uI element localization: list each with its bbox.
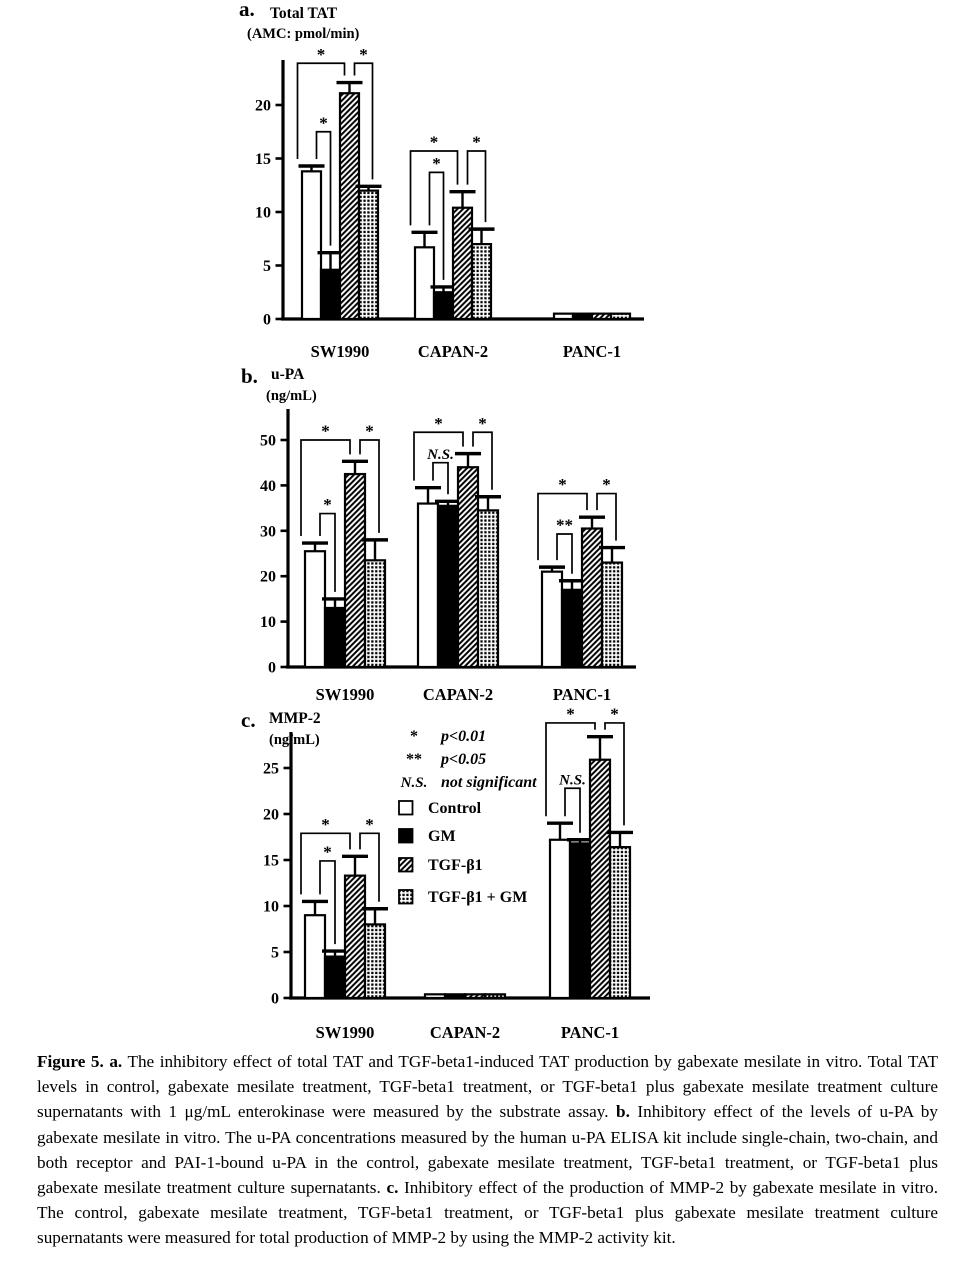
sig-label-b: *: [558, 475, 567, 495]
sig-label-b: **: [556, 515, 573, 535]
sig-label-c: *: [365, 814, 374, 834]
sig-label-c: *: [323, 842, 332, 862]
y-tick-label-a: 20: [255, 97, 271, 115]
bar-c-panc-1-tgf: [590, 760, 610, 998]
sig-bracket-b: [433, 463, 448, 495]
bar-c-panc-1-gm: [570, 843, 590, 998]
legend-label-tgf: TGF-β1: [428, 857, 483, 874]
y-tick-label-c: 15: [263, 852, 279, 870]
sig-label-a: *: [359, 44, 368, 64]
bar-b-sw1990-gm: [325, 608, 345, 667]
sig-label-b: *: [478, 413, 487, 433]
panel-label-b: b.: [241, 364, 258, 388]
sig-label-b: *: [323, 495, 332, 515]
bar-a-panc-1-gm: [573, 314, 592, 319]
sig-bracket-b: [301, 440, 350, 536]
bar-b-panc-1-gm: [562, 590, 582, 667]
bar-b-sw1990-control: [305, 551, 325, 667]
bar-b-capan-2-tgfgm: [478, 510, 498, 667]
legend-swatch-tgf: [399, 858, 413, 872]
category-label-b-sw1990: SW1990: [315, 685, 375, 704]
sig-bracket-c: [565, 788, 580, 833]
y-tick-label-a: 0: [263, 311, 271, 329]
sig-label-c: N.S.: [559, 772, 586, 789]
chart-unit-c: (ng/mL): [269, 732, 320, 748]
bar-c-sw1990-gm: [325, 957, 345, 998]
legend-swatch-gm: [399, 829, 413, 843]
bar-c-capan-2-control: [425, 994, 445, 998]
bar-a-sw1990-control: [302, 171, 321, 319]
sig-label-a: *: [316, 44, 326, 64]
category-label-c-capan-2: CAPAN-2: [429, 1023, 501, 1042]
legend-sig-text: p<0.05: [441, 751, 487, 768]
caption-bold-segment: Figure 5. a.: [37, 1052, 123, 1071]
category-label-b-panc-1: PANC-1: [552, 685, 612, 704]
sig-label-c: *: [610, 704, 619, 724]
bar-a-sw1990-gm: [321, 270, 340, 319]
chart-title-b: u-PA: [271, 366, 305, 383]
legend-label-control: Control: [428, 800, 482, 817]
bar-b-capan-2-control: [418, 504, 438, 667]
category-label-a-panc-1: PANC-1: [562, 342, 622, 361]
chart-a: [239, 0, 644, 361]
sig-label-a: *: [429, 132, 439, 152]
y-tick-label-c: 25: [263, 760, 279, 778]
legend-sig-symbol: N.S.: [400, 775, 428, 791]
y-tick-label-a: 5: [263, 258, 271, 275]
bar-a-panc-1-tgfgm: [611, 314, 630, 319]
y-tick-label-b: 40: [260, 477, 276, 495]
caption-segment: Inhibitory effect of the levels of u-PA by gabexate mesilate in vitro. The u-PA concentrations measured by the human u-PA ELISA kit include single-chain, two-chain, and both receptor and PAI-1-bound u-PA in the control, gabexate mesilate treatment, TGF-beta1 treatment, or TGF-beta1 plus gabexate mesilate treatment culture supernatants.: [37, 1102, 938, 1198]
legend-sig-symbol: *: [410, 728, 418, 745]
legend-label-tgfgm: TGF-β1 + GM: [428, 889, 528, 906]
category-label-a-sw1990: SW1990: [310, 342, 370, 361]
bar-b-panc-1-control: [542, 572, 562, 667]
sig-label-b: N.S.: [427, 447, 454, 464]
bar-a-capan-2-gm: [434, 292, 453, 319]
y-tick-label-a: 10: [255, 204, 271, 222]
caption-segment: Inhibitory effect of the production of MMP-2 by gabexate mesilate in vitro. The control, gabexate mesilate treatment, TGF-beta1 treatment, or TGF-beta1 plus gabexate mesilate treatment culture supernatants were measured for total production of MMP-2 by using the MMP-2 activity kit.: [37, 1178, 938, 1248]
category-label-c-panc-1: PANC-1: [560, 1023, 620, 1042]
y-tick-label-b: 10: [260, 614, 276, 632]
chart-title-a: Total TAT: [270, 5, 338, 22]
panel-label-a: a.: [239, 0, 255, 21]
bar-c-capan-2-gm: [445, 994, 465, 998]
chart-title-c: MMP-2: [269, 710, 321, 727]
sig-label-a: *: [472, 132, 481, 152]
caption-bold-segment: b.: [616, 1102, 630, 1122]
legend: [399, 728, 537, 906]
category-label-b-capan-2: CAPAN-2: [422, 685, 494, 704]
y-tick-label-c: 20: [263, 806, 279, 824]
chart-unit-b: (ng/mL): [266, 388, 317, 404]
sig-label-b: *: [321, 421, 330, 441]
bar-b-panc-1-tgfgm: [602, 563, 622, 667]
bar-b-capan-2-gm: [438, 506, 458, 667]
y-tick-label-b: 20: [260, 568, 276, 586]
bar-c-panc-1-control: [550, 840, 570, 998]
sig-label-b: *: [602, 475, 611, 495]
panel-label-c: c.: [241, 708, 256, 732]
sig-label-a: *: [319, 113, 328, 133]
bar-c-panc-1-tgfgm: [610, 847, 630, 998]
bar-c-sw1990-tgfgm: [365, 924, 385, 998]
y-tick-label-c: 0: [271, 990, 279, 1008]
caption-segment: The inhibitory effect of total TAT and TGF-beta1-induced TAT production by gabexate mesilate in vitro. Total TAT levels in control, gabexate mesilate treatment, TGF-beta1 treatment, or TGF-beta1 plus gabexate mesilate treatment culture supernatants with 1 μg/mL enterokinase were measured by the substrate assay.: [37, 1052, 938, 1122]
chart-unit-a: (AMC: pmol/min): [247, 26, 360, 42]
bar-b-sw1990-tgfgm: [365, 560, 385, 667]
bar-b-sw1990-tgf: [345, 474, 365, 667]
legend-sig-text: p<0.01: [441, 728, 487, 745]
bar-c-capan-2-tgf: [465, 994, 485, 998]
bar-a-capan-2-tgf: [453, 208, 472, 319]
bar-a-sw1990-tgfgm: [359, 191, 378, 319]
legend-label-gm: GM: [428, 828, 456, 845]
y-tick-label-c: 5: [271, 944, 279, 962]
sig-label-a: *: [432, 153, 441, 173]
sig-label-c: *: [321, 814, 330, 834]
chart-b: [241, 364, 636, 704]
sig-label-b: *: [434, 413, 443, 433]
y-tick-label-b: 0: [268, 659, 276, 677]
legend-swatch-control: [399, 801, 413, 815]
caption-bold-segment: c.: [386, 1178, 399, 1198]
sig-label-c: *: [566, 704, 575, 724]
bar-c-capan-2-tgfgm: [485, 994, 505, 998]
legend-swatch-tgfgm: [399, 890, 413, 904]
y-tick-label-a: 15: [255, 151, 271, 168]
legend-sig-symbol: **: [406, 751, 422, 768]
bar-b-panc-1-tgf: [582, 529, 602, 667]
bar-a-sw1990-tgf: [340, 93, 359, 319]
bar-a-capan-2-tgfgm: [472, 244, 491, 319]
y-tick-label-b: 30: [260, 523, 276, 541]
bar-a-capan-2-control: [415, 247, 434, 319]
bar-c-sw1990-control: [305, 915, 325, 998]
y-tick-label-b: 50: [260, 432, 276, 450]
bar-c-sw1990-tgf: [345, 876, 365, 998]
sig-label-b: *: [365, 421, 374, 441]
bar-a-panc-1-tgf: [592, 314, 611, 319]
category-label-a-capan-2: CAPAN-2: [417, 342, 489, 361]
legend-sig-text: not significant: [441, 774, 537, 791]
bar-a-panc-1-control: [554, 314, 573, 319]
y-tick-label-c: 10: [263, 898, 279, 916]
sig-bracket-a: [298, 63, 345, 159]
figure-caption: [37, 1049, 938, 1251]
category-label-c-sw1990: SW1990: [315, 1023, 375, 1042]
